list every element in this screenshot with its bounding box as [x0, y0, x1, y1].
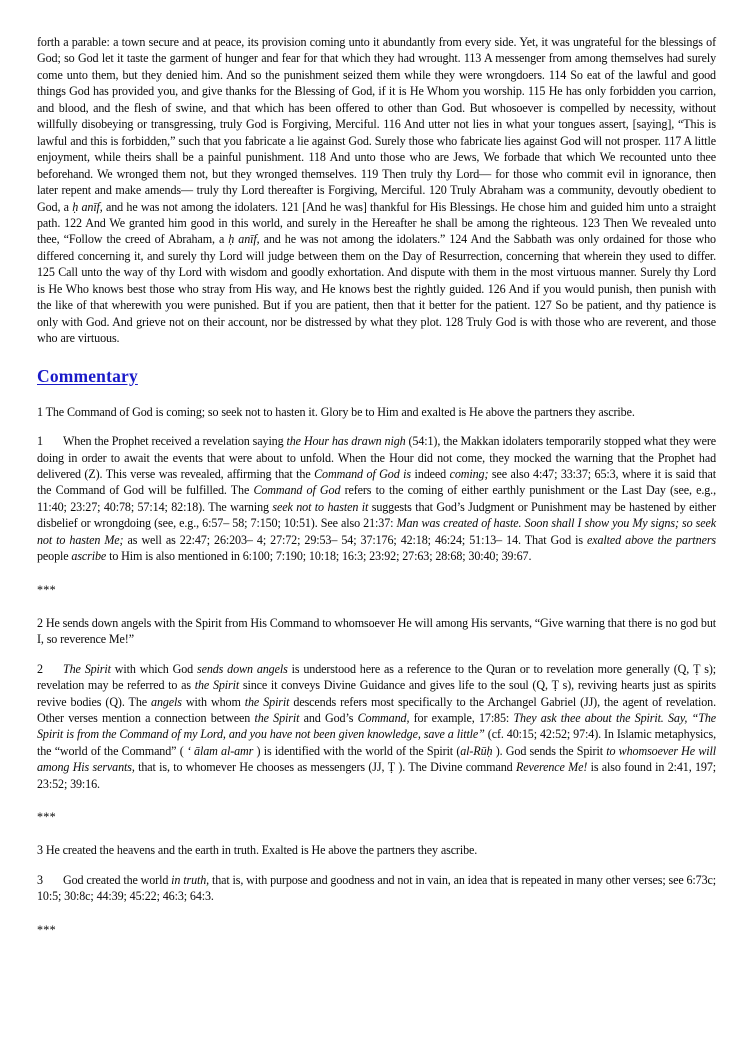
commentary-heading-row: [37, 347, 716, 387]
section-separator: ***: [37, 582, 56, 597]
commentary-paragraph: [37, 661, 716, 793]
section-separator: ***: [37, 922, 56, 937]
section-separator: ***: [37, 810, 56, 825]
spacer: [37, 905, 716, 922]
spacer: [37, 598, 716, 615]
commentary-number: 3: [37, 872, 43, 887]
spacer: [37, 648, 716, 661]
commentary-body: God created the world in truth, that is, with purpose and goodness and not in vain, an idea that is repeated in many other verses; see 6:73c; 10:5; 30:8c; 44:39; 45:22; 46:3; 64:3.: [37, 872, 717, 904]
commentary-heading[interactable]: Commentary: [37, 365, 138, 386]
spacer: [37, 420, 716, 433]
commentary-number: 1: [37, 434, 43, 449]
commentary-body: When the Prophet received a revelation saying the Hour has drawn nigh (54:1), the Makkan idolaters temporarily stopped what they were doing in order to await the events that were about to unfold. When the Hour did not come, they mocked the warning that the Prophet had delivered (Z). This verse was revealed, affirming that the Command of God is indeed coming; see also 4:47; 33:37; 65:3, where it is said that the Command of God will be fulfilled. The Command of God refers to the coming of either earthly punishment or the Last Day (see, e.g., 11:40; 23:27; 40:78; 57:14; 82:18). The warning seek not to hasten it suggests that God’s Judgment or Punishment may be hastened by either disbelief or wrongdoing (see, e.g., 6:57– 58; 7:150; 10:51). See also 21:37: Man was created of haste. Soon shall I show you My signs; so seek not to hasten Me; as well as 22:47; 26:203– 4; 27:72; 29:53– 54; 37:176; 42:18; 46:24; 51:13– 14. That God is exalted above the partners people ascribe to Him is also mentioned in 6:100; 7:190; 10:18; 16:3; 23:92; 27:63; 28:68; 30:40; 39:67.: [37, 434, 717, 564]
commentary-body: The Spirit with which God sends down angels is understood here as a reference to the Quran or to revelation more generally (Q, Ṭ s); revelation may be referred to as the Spirit since it conveys Divine Guidance and gives life to the soul (Q, Ṭ s), reviving hearts just as spirits revive bodies (Q). The angels with whom the Spirit descends refers most specifically to the Archangel Gabriel (JJ), the agent of revelation. Other verses mention a connection between the Spirit and God’s Command, for example, 17:85: They ask thee about the Spirit. Say, “The Spirit is from the Command of my Lord, and you have not been given knowledge, save a little” (cf. 40:15; 42:52; 97:4). In Islamic metaphysics, the “world of the Command” ( ʻ ālam al-amr ) is identified with the world of the Spirit (al-Rūḥ ). God sends the Spirit to whomsoever He will among His servants, that is, to whomever He chooses as messengers (JJ, Ṭ ). The Divine command Reverence Me! is also found in 2:41, 197; 23:52; 39:16.: [37, 661, 717, 791]
commentary-paragraph: [37, 433, 716, 565]
spacer: [37, 565, 716, 582]
commentary-paragraph: [37, 872, 716, 905]
verse-translation: 3 He created the heavens and the earth in truth. Exalted is He above the partners they ascribe.: [37, 843, 478, 858]
spacer: [37, 859, 716, 872]
verse-translation: 2 He sends down angels with the Spirit from His Command to whomsoever He will among His servants, “Give warning that there is no god but I, so reverence Me!”: [37, 615, 716, 647]
spacer: [37, 792, 716, 809]
verse-translation: 1 The Command of God is coming; so seek not to hasten it. Glory be to Him and exalted is He above the partners they ascribe.: [37, 404, 635, 419]
spacer: [37, 387, 716, 404]
scripture-passage: forth a parable: a town secure and at peace, its provision coming unto it abundantly from every side. Yet, it was ungrateful for the blessings of God; so God let it taste the garment of hunger and fear for that which they had wrought. 113 A messenger from among themselves had surely come unto them, but they denied him. And so the punishment seized them while they were wrongdoers. 114 So eat of the lawful and good things God has provided you, and give thanks for the Blessing of God, if it is He Whom you worship. 115 He has only forbidden you carrion, and blood, and the flesh of swine, and that which has been offered to other than God. But whosoever is compelled by necessity, without willfully disobeying or transgressing, truly God is Forgiving, Merciful. 116 And utter not lies in what your tongues assert, [saying], “This is lawful and this is forbidden,” such that you fabricate a lie against God. Surely those who fabricate lies against God will not prosper. 117 A little enjoyment, while theirs shall be a painful punishment. 118 And unto those who are Jews, We forbade that which We recounted unto thee beforehand. We wronged them not, but they wronged themselves. 119 Then truly thy Lord— for those who commit evil in ignorance, then later repent and make amends— truly thy Lord thereafter is Forgiving, Merciful. 120 Truly Abraham was a community, devoutly obedient to God, a ḥ anīf, and he was not among the idolaters. 121 [And he was] thankful for His Blessings. He chose him and guided him unto a straight path. 122 And We granted him good in this world, and surely in the Hereafter he shall be among the righteous. 123 Then We revealed unto thee, “Follow the creed of Abraham, a ḥ anīf, and he was not among the idolaters.” 124 And the Sabbath was only ordained for those who differed concerning it, and surely thy Lord will judge between them on the Day of Resurrection, concerning that wherein they used to differ. 125 Call unto the way of thy Lord with wisdom and goodly exhortation. And dispute with them in the most virtuous manner. Surely thy Lord is He Who knows best those who stray from His way, and He knows best the rightly guided. 126 And if you would punish, then punish with the like of that wherewith you were punished. But if you are patient, then that it better for the patient. 127 So be patient, and thy patience is only with God. And grieve not on their account, nor be distressed by what they plot. 128 Truly God is with those who are reverent, and those who are virtuous.: [37, 35, 716, 346]
commentary-number: 2: [37, 661, 43, 676]
spacer: [37, 825, 716, 842]
